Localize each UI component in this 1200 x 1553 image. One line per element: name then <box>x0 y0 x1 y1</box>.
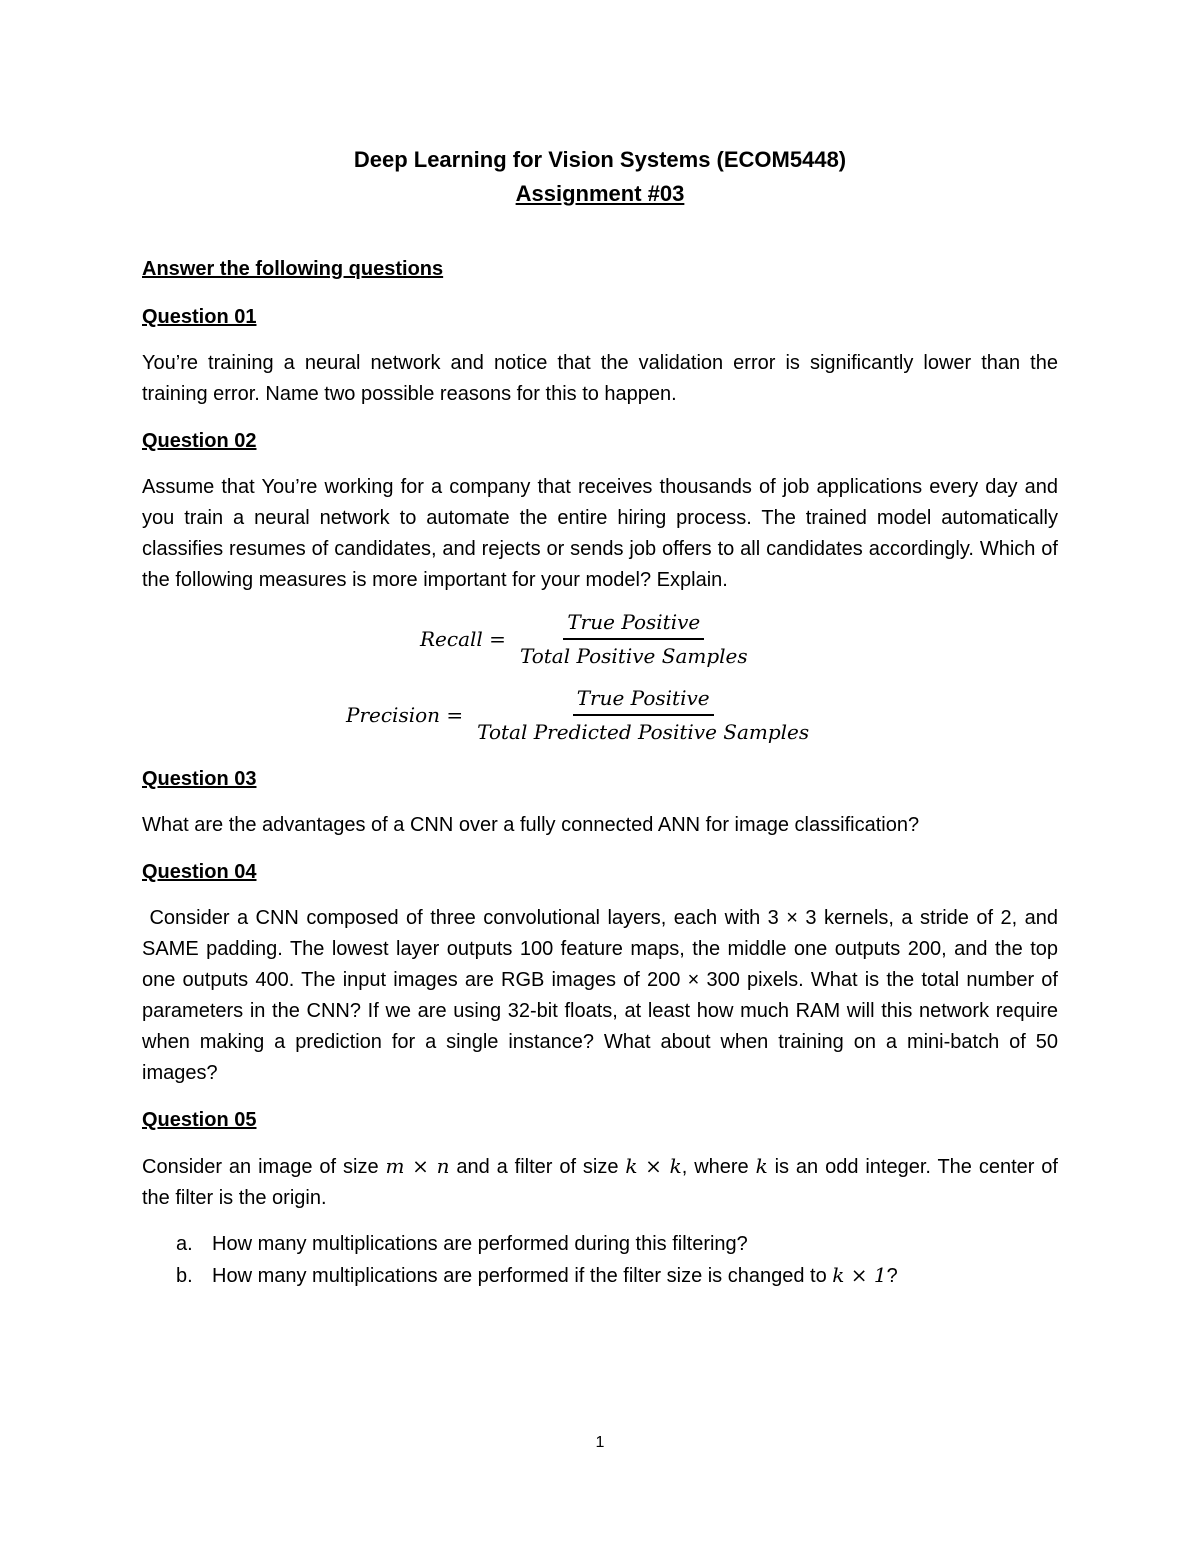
q05-item-a-text: How many multiplications are performed during this filtering? <box>212 1233 748 1255</box>
q05-item-a-marker: a. <box>176 1233 193 1255</box>
precision-lhs: Precision = <box>346 703 464 727</box>
document-title: Deep Learning for Vision Systems (ECOM5448) <box>353 147 847 172</box>
q05-text-part-3: , where <box>681 1156 756 1178</box>
question-02-heading: Question 02 <box>142 430 257 452</box>
recall-denominator: Total Positive Samples <box>519 644 748 668</box>
question-04-heading: Question 04 <box>142 861 257 883</box>
q05-item-a <box>176 1229 748 1260</box>
q05-k-math: k <box>755 1154 768 1178</box>
precision-fraction <box>473 686 813 744</box>
question-01-heading: Question 01 <box>142 306 257 328</box>
question-02-text: Assume that You’re working for a company that receives thousands of job applications every day and you train a neural network to automate the entire hiring process. The trained model automatically classifies resumes of candidates, and rejects or sends job offers to all candidates accordingly. Which of the following measures is more important for your model? Explain. <box>142 476 1058 591</box>
question-05-heading: Question 05 <box>142 1109 257 1131</box>
q05-image-size-math: m × n <box>385 1154 450 1178</box>
precision-equation <box>346 686 813 744</box>
question-03-heading: Question 03 <box>142 768 257 790</box>
q05-filter-size-math: k × k <box>625 1154 682 1178</box>
assignment-subtitle: Assignment #03 <box>515 181 685 206</box>
q05-item-b-text-1: How many multiplications are performed if the filter size is changed to <box>212 1265 833 1287</box>
recall-numerator: True Positive <box>563 610 704 640</box>
recall-equation <box>420 610 752 668</box>
question-01-text: You’re training a neural network and notice that the validation error is significantly lower than the training error. Name two possible reasons for this to happen. <box>142 352 1058 405</box>
q05-item-b <box>176 1260 898 1292</box>
recall-lhs: Recall = <box>420 627 506 651</box>
question-04-text: Consider a CNN composed of three convolutional layers, each with 3 × 3 kernels, a stride of 2, and SAME padding. The lowest layer outputs 100 feature maps, the middle one outputs 200, and the top one outputs 400. The input images are RGB images of 200 × 300 pixels. What is the total number of parameters in the CNN? If we are using 32-bit floats, at least how much RAM will this network require when making a prediction for a single instance? What about when training on a mini-batch of 50 images? <box>142 907 1064 1084</box>
instruction-heading: Answer the following questions <box>142 258 444 280</box>
question-05-text <box>142 1151 1058 1214</box>
precision-numerator: True Positive <box>573 686 714 716</box>
q05-text-part-1: Consider an image of size <box>142 1156 386 1178</box>
page-number: 1 <box>595 1434 605 1451</box>
question-03-text: What are the advantages of a CNN over a fully connected ANN for image classification? <box>142 814 920 836</box>
q05-text-part-2: and a filter of size <box>449 1156 626 1178</box>
q05-item-b-marker: b. <box>176 1265 193 1287</box>
q05-item-b-math: k × 1 <box>832 1263 887 1287</box>
q05-text-part-4: is an odd integer. The center of the filter is the origin. <box>142 1156 1058 1209</box>
q05-item-b-text-2: ? <box>886 1265 898 1287</box>
precision-denominator: Total Predicted Positive Samples <box>477 720 810 744</box>
recall-fraction <box>516 610 752 668</box>
